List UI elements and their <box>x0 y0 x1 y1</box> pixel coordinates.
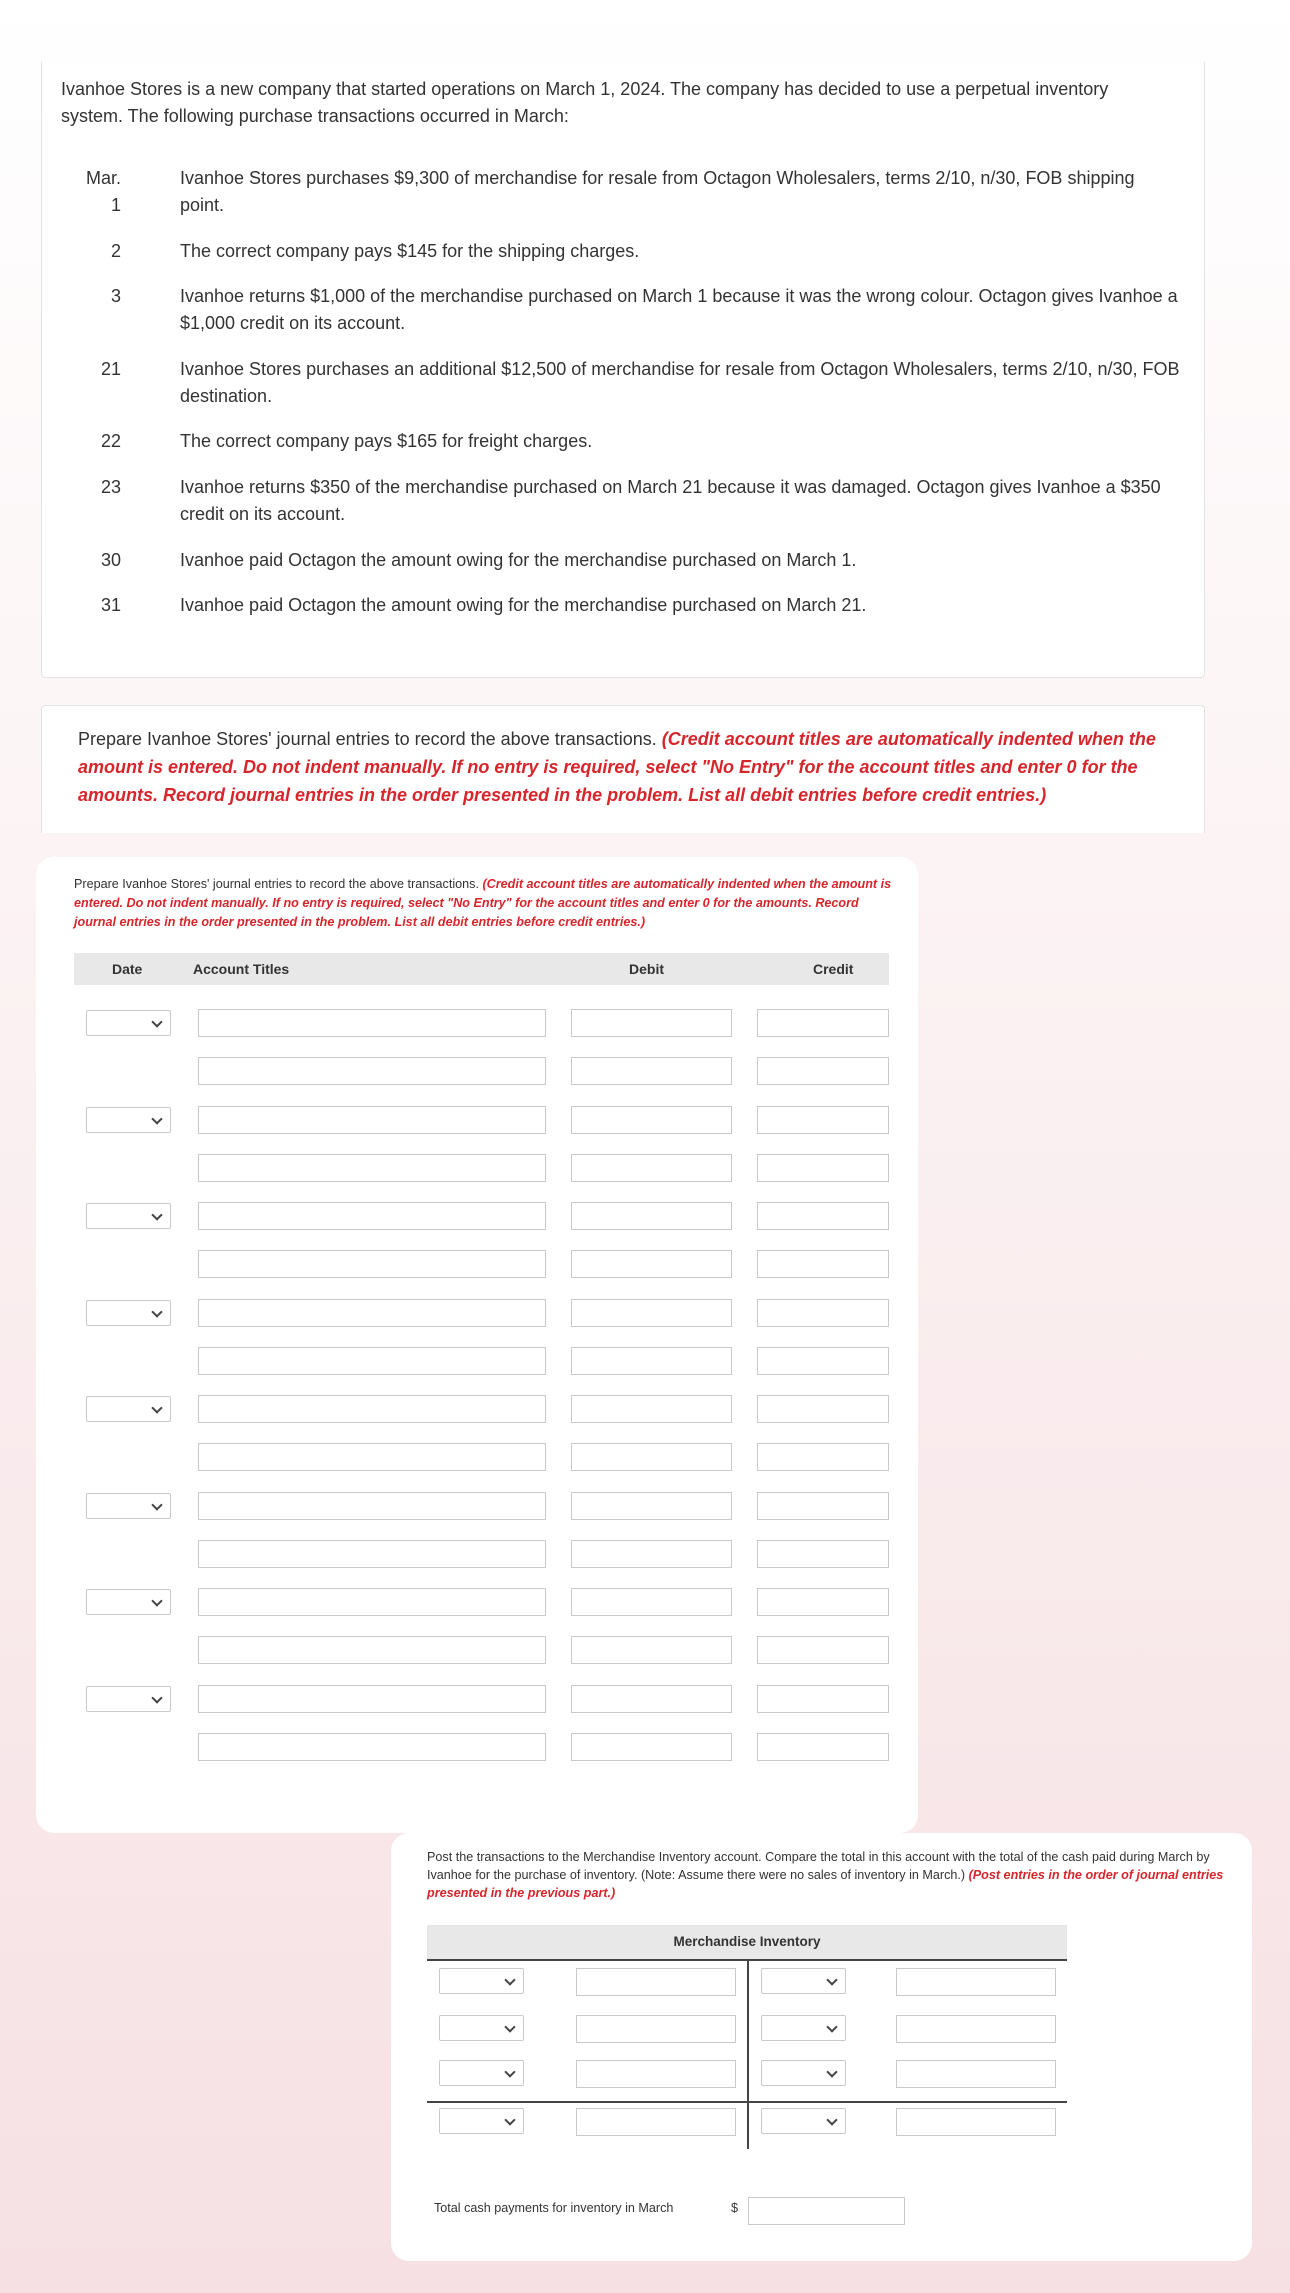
credit-amount-input[interactable] <box>896 2108 1056 2136</box>
debit-amount-input[interactable] <box>576 2015 736 2043</box>
journal-instructions-main: Prepare Ivanhoe Stores' journal entries to record the above transactions. <box>74 877 479 891</box>
account-title-input[interactable] <box>198 1009 546 1037</box>
transaction-text: Ivanhoe returns $350 of the merchandise purchased on March 21 because it was damaged. Octagon gives Ivanhoe a $350 credit on its account. <box>180 477 1161 524</box>
date-select[interactable] <box>86 1010 171 1036</box>
instructions-card <box>41 705 1205 833</box>
credit-date-select[interactable] <box>761 1968 846 1994</box>
debit-header: Debit <box>629 961 664 977</box>
journal-instructions <box>74 875 894 932</box>
credit-input[interactable] <box>757 1443 889 1471</box>
date-select[interactable] <box>86 1589 171 1615</box>
account-title-input[interactable] <box>198 1636 546 1664</box>
ledger-instructions-note: (Post entries in the order of journal entries presented in the previous part.) <box>427 1868 1224 1900</box>
transaction-day: 21 <box>100 359 121 379</box>
transaction-text: The correct company pays $145 for the shipping charges. <box>180 241 640 261</box>
transaction-day: 3 <box>110 286 121 306</box>
transaction-day: 30 <box>100 550 121 570</box>
credit-input[interactable] <box>757 1733 889 1761</box>
account-title-input[interactable] <box>198 1733 546 1761</box>
credit-input[interactable] <box>757 1395 889 1423</box>
debit-input[interactable] <box>571 1395 732 1423</box>
date-select[interactable] <box>86 1107 171 1133</box>
credit-input[interactable] <box>757 1009 889 1037</box>
credit-input[interactable] <box>757 1540 889 1568</box>
ledger-instructions-main: Post the transactions to the Merchandise Inventory account. Compare the total in this account with the total of the cash paid during March by Ivanhoe for the purchase of inventory. (Note: Assume there were no sales of inventory in March.) <box>427 1850 1210 1882</box>
account-title-input[interactable] <box>198 1057 546 1085</box>
credit-amount-input[interactable] <box>896 2015 1056 2043</box>
debit-date-select[interactable] <box>439 1968 524 1994</box>
account-title-input[interactable] <box>198 1685 546 1713</box>
journal-entry-card <box>36 857 918 1833</box>
ledger-instructions <box>427 1848 1237 1902</box>
credit-input[interactable] <box>757 1202 889 1230</box>
account-title-input[interactable] <box>198 1395 546 1423</box>
t-account-total-line <box>427 2101 1067 2103</box>
account-titles-header: Account Titles <box>193 961 290 977</box>
instructions-note: (Credit account titles are automatically indented when the amount is entered. Do not indent manually. If no entry is required, select "No Entry" for the account titles and enter 0 for the amounts. Record journal entries in the order presented in the problem. List all debit entries before credit entries.) <box>78 729 1156 805</box>
transaction-day: 22 <box>100 431 121 451</box>
account-title-input[interactable] <box>198 1347 546 1375</box>
credit-date-select[interactable] <box>761 2108 846 2134</box>
debit-input[interactable] <box>571 1202 732 1230</box>
transaction-text: Ivanhoe Stores purchases $9,300 of merchandise for resale from Octagon Wholesalers, terms 2/10, n/30, FOB shipping point. <box>180 168 1135 215</box>
transaction-text: Ivanhoe paid Octagon the amount owing for the merchandise purchased on March 21. <box>180 595 867 615</box>
currency-symbol: $ <box>731 2201 739 2215</box>
problem-card <box>41 62 1205 678</box>
debit-input[interactable] <box>571 1492 732 1520</box>
debit-date-select[interactable] <box>439 2108 524 2134</box>
credit-input[interactable] <box>757 1299 889 1327</box>
debit-input[interactable] <box>571 1540 732 1568</box>
journal-instructions-note: (Credit account titles are automatically indented when the amount is entered. Do not indent manually. If no entry is required, select "No Entry" for the account titles and enter 0 for the amounts. Record journal entries in the order presented in the problem. List all debit entries before credit entries.) <box>74 877 892 929</box>
ledger-account-title: Merchandise Inventory <box>427 1925 1067 1961</box>
date-select[interactable] <box>86 1300 171 1326</box>
account-title-input[interactable] <box>198 1588 546 1616</box>
credit-input[interactable] <box>757 1588 889 1616</box>
credit-input[interactable] <box>757 1492 889 1520</box>
journal-header <box>74 953 889 985</box>
debit-input[interactable] <box>571 1636 732 1664</box>
credit-date-select[interactable] <box>761 2060 846 2086</box>
account-title-input[interactable] <box>198 1492 546 1520</box>
debit-input[interactable] <box>571 1733 732 1761</box>
account-title-input[interactable] <box>198 1443 546 1471</box>
transaction-day: 2 <box>110 241 121 261</box>
debit-input[interactable] <box>571 1299 732 1327</box>
date-select[interactable] <box>86 1493 171 1519</box>
account-title-input[interactable] <box>198 1540 546 1568</box>
debit-date-select[interactable] <box>439 2060 524 2086</box>
debit-input[interactable] <box>571 1685 732 1713</box>
transaction-text: Ivanhoe Stores purchases an additional $12,500 of merchandise for resale from Octagon Wholesalers, terms 2/10, n/30, FOB destination. <box>180 359 1180 406</box>
problem-intro: Ivanhoe Stores is a new company that started operations on March 1, 2024. The company has decided to use a perpetual inventory system. The following purchase transactions occurred in March: <box>61 79 1109 126</box>
debit-input[interactable] <box>571 1443 732 1471</box>
date-select[interactable] <box>86 1686 171 1712</box>
account-title-input[interactable] <box>198 1106 546 1134</box>
account-title-input[interactable] <box>198 1299 546 1327</box>
debit-input[interactable] <box>571 1106 732 1134</box>
debit-date-select[interactable] <box>439 2015 524 2041</box>
credit-input[interactable] <box>757 1106 889 1134</box>
debit-amount-input[interactable] <box>576 2060 736 2088</box>
credit-header: Credit <box>813 961 854 977</box>
credit-amount-input[interactable] <box>896 2060 1056 2088</box>
date-header: Date <box>112 961 143 977</box>
transaction-day: 31 <box>100 595 121 615</box>
total-cash-label: Total cash payments for inventory in March <box>434 2201 674 2215</box>
t-account-vertical-line <box>747 1959 749 2149</box>
transaction-day: 23 <box>100 477 121 497</box>
transaction-text: Ivanhoe returns $1,000 of the merchandise purchased on March 1 because it was the wrong colour. Octagon gives Ivanhoe a $1,000 credit on its account. <box>180 286 1178 333</box>
total-cash-input[interactable] <box>748 2197 905 2225</box>
debit-input[interactable] <box>571 1009 732 1037</box>
account-title-input[interactable] <box>198 1154 546 1182</box>
transaction-text: Ivanhoe paid Octagon the amount owing for the merchandise purchased on March 1. <box>180 550 857 570</box>
debit-input[interactable] <box>571 1250 732 1278</box>
account-title-input[interactable] <box>198 1202 546 1230</box>
date-select[interactable] <box>86 1396 171 1422</box>
date-select[interactable] <box>86 1203 171 1229</box>
credit-input[interactable] <box>757 1636 889 1664</box>
instructions-main: Prepare Ivanhoe Stores' journal entries to record the above transactions. <box>78 729 657 749</box>
transaction-day: 1 <box>110 195 121 215</box>
credit-amount-input[interactable] <box>896 1968 1056 1996</box>
credit-input[interactable] <box>757 1347 889 1375</box>
debit-input[interactable] <box>571 1588 732 1616</box>
credit-input[interactable] <box>757 1154 889 1182</box>
debit-amount-input[interactable] <box>576 1968 736 1996</box>
ledger-card <box>391 1833 1252 2261</box>
debit-input[interactable] <box>571 1154 732 1182</box>
credit-input[interactable] <box>757 1250 889 1278</box>
instructions-text <box>78 725 1178 809</box>
debit-amount-input[interactable] <box>576 2108 736 2136</box>
transaction-month: Mar. <box>85 168 121 188</box>
credit-input[interactable] <box>757 1057 889 1085</box>
account-title-input[interactable] <box>198 1250 546 1278</box>
credit-input[interactable] <box>757 1685 889 1713</box>
debit-input[interactable] <box>571 1057 732 1085</box>
debit-input[interactable] <box>571 1347 732 1375</box>
transaction-text: The correct company pays $165 for freight charges. <box>180 431 593 451</box>
credit-date-select[interactable] <box>761 2015 846 2041</box>
